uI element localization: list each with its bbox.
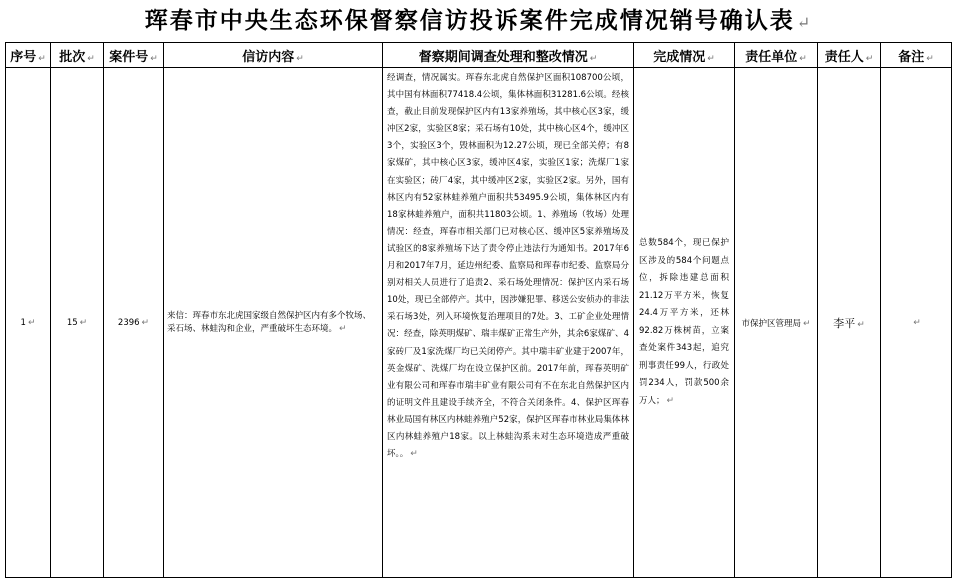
- cell-case-no: 2396 ↵: [104, 68, 164, 578]
- table-row: [6, 68, 952, 578]
- cell-investigation: 经调查，情况属实。珲春东北虎自然保护区面积108700公顷，其中国有林面积77418.4公顷，集体林面积31281.6公顷。经核查，截止目前发现保护区内有13家养殖场，其中核心区3家，缓冲区2家，实验区8家；采石场有10处，其中核心区4个，缓冲区3个，实验区3个，毁林面积为12.27公顷，现已全部关停；有8家煤矿，其中核心区3家，缓冲区4家，实验区1家；洗煤厂1家在实验区；砖厂4家，其中缓冲区2家，实验区2家。另外，国有林区内有52家林蛙养殖户面积共53495.9公顷，集体林区内有18家林蛙养殖户，面积共11803公顷。1、养殖场（牧场）处理情况：经查，珲春市相关部门已对核心区、缓冲区5家养殖场及试验区的8家养殖场下达了责令停止违法行为通知书。2017年6月和2017年7月，延边州纪委、监察局和珲春市纪委、监察局分别对相关人员进行了追责2、采石场处理情况：保护区内采石场10处，现已全部停产。其中，因涉嫌犯罪、移送公安侦办的非法采石场3处，列入环境恢复治理项目的7处。3、工矿企业处理情况：经查，除英明煤矿、瑞丰煤矿正常生产外，其余6家煤矿、4家砖厂及1家洗煤厂均已关闭停产。其中瑞丰矿业建于2007年，英金煤矿、洗煤厂均在设立保护区前。2017年前，珲春英明矿业有限公司和珲春市瑞丰矿业有限公司有不在东北自然保护区内的证明文件且建设手续齐全，不符合关闭条件。4、保护区珲春林业局国有林区内林蛙养殖户52家，保护区珲春市林业局集体林区内林蛙养殖户18家。以上林蛙沟系未对生态环境造成严重破坏。。 ↵: [383, 68, 634, 578]
- case-table: [5, 42, 952, 578]
- header-case-no: 案件号 ↵: [104, 43, 164, 68]
- header-investigation: 督察期间调查处理和整改情况 ↵: [383, 43, 634, 68]
- header-completion: 完成情况 ↵: [634, 43, 735, 68]
- header-unit: 责任单位 ↵: [735, 43, 818, 68]
- cell-remark: ↵: [881, 68, 952, 578]
- header-seq: 序号 ↵: [6, 43, 51, 68]
- cell-person: 李平 ↵: [818, 68, 881, 578]
- header-person: 责任人 ↵: [818, 43, 881, 68]
- cell-petition: 来信：珲春市东北虎国家级自然保护区内有多个牧场、采石场、林蛙沟和企业，严重破坏生态环境。 ↵: [164, 68, 383, 578]
- header-remark: 备注 ↵: [881, 43, 952, 68]
- paragraph-mark: ↵: [796, 13, 813, 32]
- page-title: 珲春市中央生态环保督察信访投诉案件完成情况销号确认表 ↵: [144, 7, 813, 34]
- cell-batch: 15 ↵: [51, 68, 104, 578]
- cell-unit: 市保护区管理局 ↵: [735, 68, 818, 578]
- header-row: [6, 43, 952, 68]
- cell-seq: 1 ↵: [6, 68, 51, 578]
- header-petition: 信访内容 ↵: [164, 43, 383, 68]
- header-batch: 批次 ↵: [51, 43, 104, 68]
- cell-completion: 总数584个，现已保护区涉及的584个问题点位，拆除违建总面积21.12万平方米，恢复24.4万平方米，还林92.82万株树苗，立案查处案件343起，追究刑事责任99人，行政处罚234人，罚款500余万人； ↵: [634, 68, 735, 578]
